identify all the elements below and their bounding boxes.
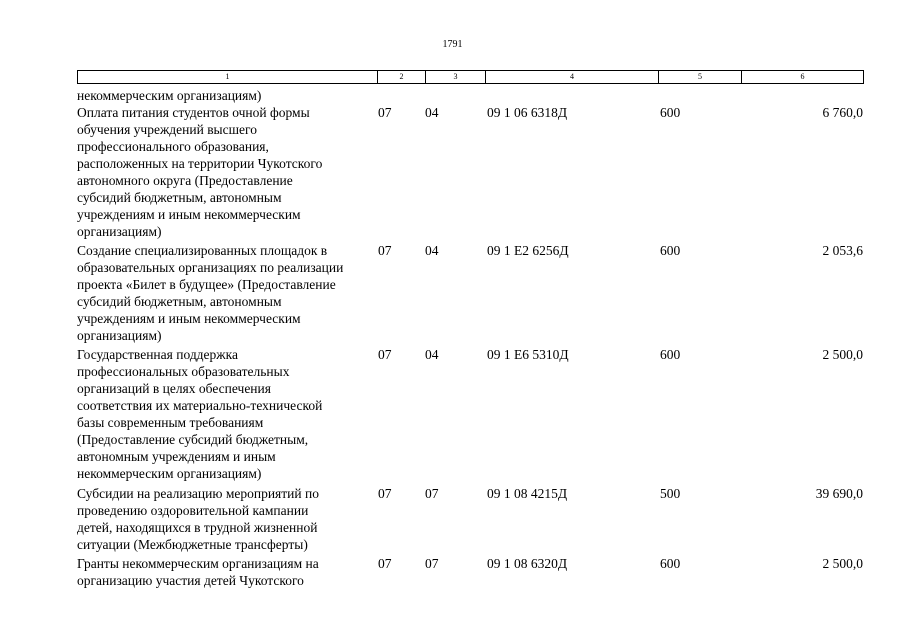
row-amount: 2 500,0 [822,556,863,571]
row-description-line: проекта «Билет в будущее» (Предоставление [77,277,336,292]
row-description-line: Создание специализированных площадок в [77,243,328,258]
row-target-article: 09 1 08 4215Д [487,486,568,501]
row-description-line: субсидий бюджетным, автономным [77,294,282,309]
row-target-article: 09 1 06 6318Д [487,105,568,120]
row-expense-type: 600 [660,105,681,120]
row-subsection-code: 04 [425,347,439,362]
row-description-line: организациям) [77,224,162,239]
row-description-line: обучения учреждений высшего [77,122,257,137]
row-target-article: 09 1 E6 5310Д [487,347,569,362]
row-amount: 39 690,0 [815,486,863,501]
row-amount: 2 053,6 [822,243,863,258]
row-target-article: 09 1 E2 6256Д [487,243,569,258]
row-target-article: 09 1 08 6320Д [487,556,568,571]
page-number: 1791 [442,39,463,50]
row-section-code: 07 [378,105,392,120]
row-description-line: соответствия их материально-технической [77,398,323,413]
row-subsection-code: 04 [425,105,439,120]
row-description-line: ситуации (Межбюджетные трансферты) [77,537,308,552]
row-subsection-code: 07 [425,486,439,501]
header-col-1: 1 [78,71,378,84]
row-section-code: 07 [378,486,392,501]
row-amount: 2 500,0 [822,347,863,362]
row-expense-type: 500 [660,486,681,501]
row-expense-type: 600 [660,347,681,362]
row-description-line: учреждениям и иным некоммерческим [77,207,301,222]
row-subsection-code: 04 [425,243,439,258]
row-subsection-code: 07 [425,556,439,571]
header-col-2: 2 [378,71,426,84]
row-description-line: расположенных на территории Чукотского [77,156,323,171]
row-amount: 6 760,0 [822,105,863,120]
row-description-line: учреждениям и иным некоммерческим [77,311,301,326]
header-col-6: 6 [742,71,864,84]
row-description-line: организациям) [77,328,162,343]
row-description-line: детей, находящихся в трудной жизненной [77,520,318,535]
row-description-line: (Предоставление субсидий бюджетным, [77,432,309,447]
row-description-line: Субсидии на реализацию мероприятий по [77,486,319,501]
row-description-line: базы современным требованиям [77,415,264,430]
row-description-line: некоммерческим организациям) [77,466,262,481]
continuation-line: некоммерческим организациям) [77,88,262,103]
row-section-code: 07 [378,347,392,362]
row-description-line: субсидий бюджетным, автономным [77,190,282,205]
row-expense-type: 600 [660,556,681,571]
row-description-line: автономным учреждениям и иным [77,449,276,464]
row-expense-type: 600 [660,243,681,258]
row-description-line: Государственная поддержка [77,347,238,362]
header-col-4: 4 [486,71,659,84]
row-description-line: автономного округа (Предоставление [77,173,293,188]
row-description-line: образовательных организациях по реализации [77,260,344,275]
column-number-header [77,70,864,84]
row-description-line: организацию участия детей Чукотского [77,573,304,588]
row-description-line: проведению оздоровительной кампании [77,503,309,518]
row-section-code: 07 [378,556,392,571]
row-description-line: Оплата питания студентов очной формы [77,105,310,120]
row-section-code: 07 [378,243,392,258]
row-description-line: Гранты некоммерческим организациям на [77,556,319,571]
header-col-5: 5 [659,71,742,84]
row-description-line: профессионального образования, [77,139,269,154]
row-description-line: организаций в целях обеспечения [77,381,271,396]
header-col-3: 3 [426,71,486,84]
row-description-line: профессиональных образовательных [77,364,290,379]
